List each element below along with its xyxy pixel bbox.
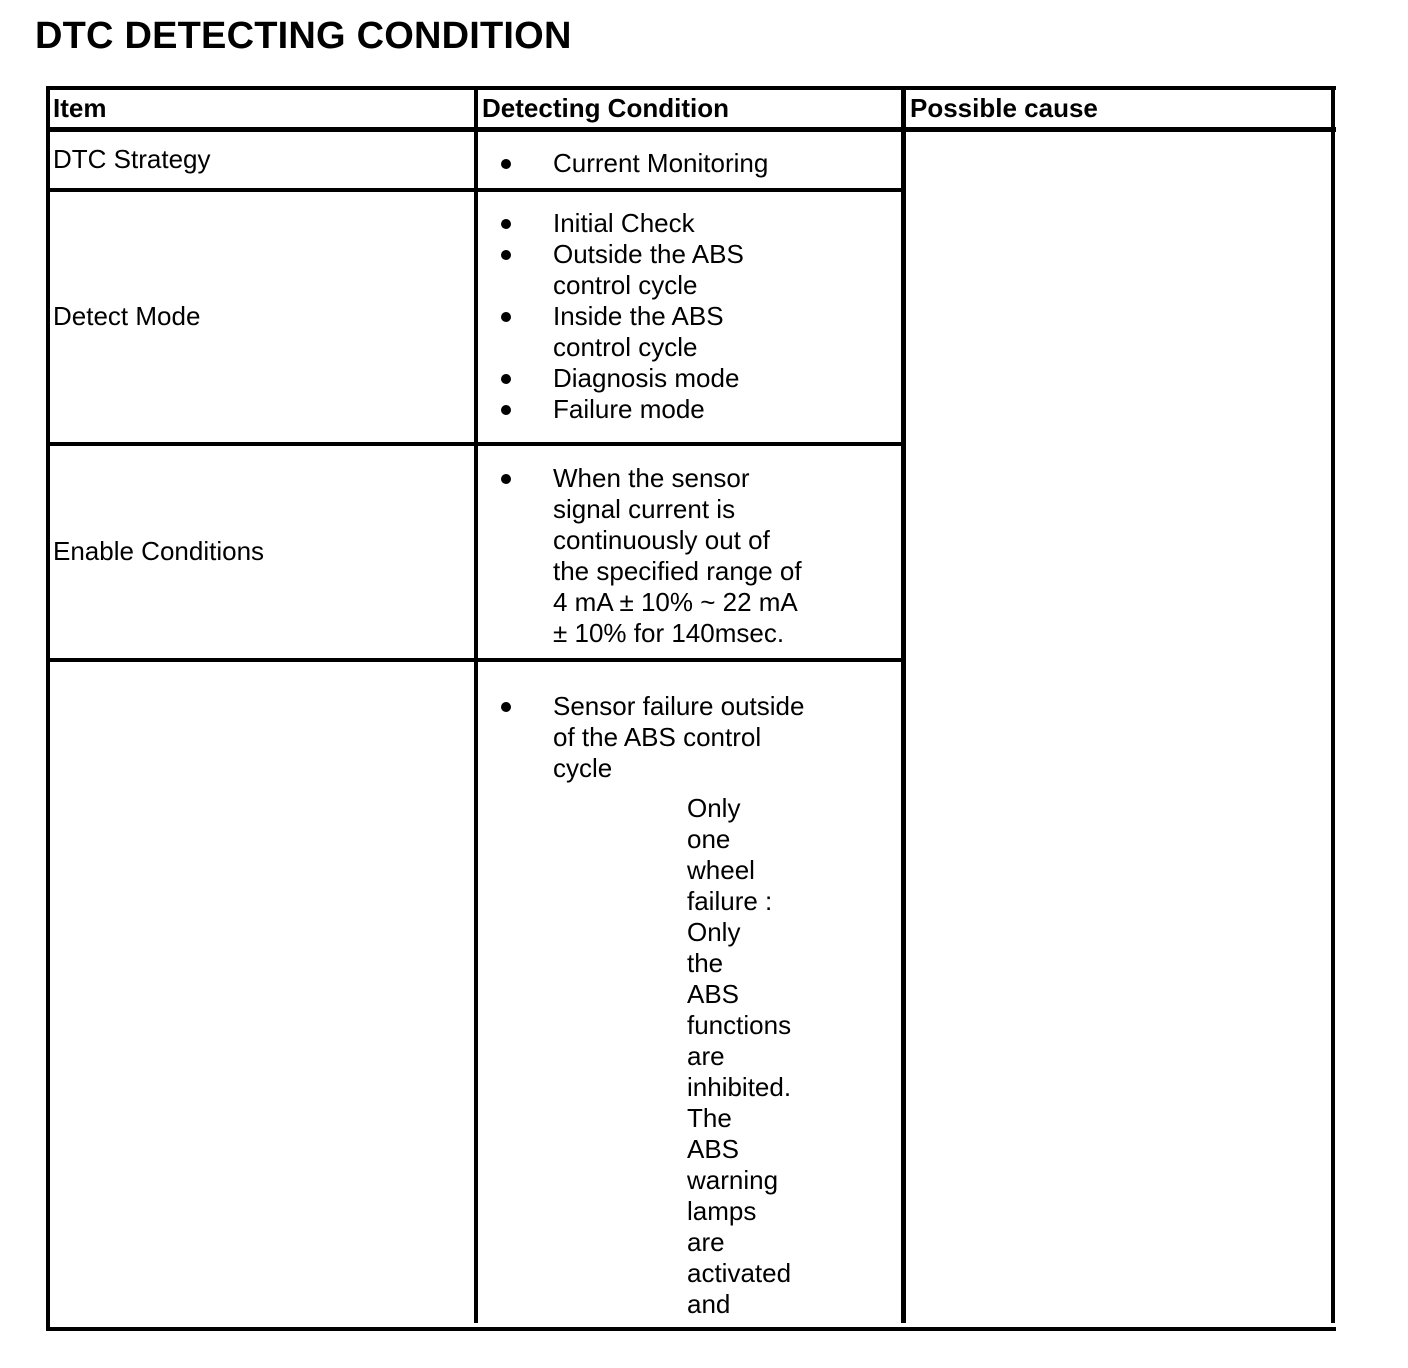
conditions-detect-mode xyxy=(477,208,744,425)
list-item: Diagnosis mode xyxy=(477,363,744,394)
page-title: DTC DETECTING CONDITION xyxy=(35,15,572,57)
table-bottom-border xyxy=(46,1327,1336,1331)
bullet-icon xyxy=(501,159,511,169)
conditions-sensor-failure xyxy=(477,691,804,784)
list-item: Initial Check xyxy=(477,208,744,239)
item-dtc-strategy: DTC Strategy xyxy=(53,144,211,174)
item-enable-conditions: Enable Conditions xyxy=(53,536,265,566)
list-item: Outside the ABS control cycle xyxy=(477,239,744,301)
list-item: Sensor failure outside of the ABS control cycle xyxy=(477,691,804,784)
table-top-border xyxy=(46,86,1336,90)
bullet-icon xyxy=(501,250,511,260)
dtc-condition-table xyxy=(46,86,1336,1331)
bullet-icon xyxy=(501,374,511,384)
item-detect-mode: Detect Mode xyxy=(53,301,201,331)
conditions-dtc-strategy xyxy=(477,148,768,179)
header-bottom-border xyxy=(46,127,1336,132)
bullet-icon xyxy=(501,702,511,712)
header-detecting-condition: Detecting Condition xyxy=(482,93,729,123)
list-item: When the sensor signal current is continuously out of the specified range of 4 mA ± 10% ~ 22 mA ± 10% for 140msec. xyxy=(477,463,802,649)
table-left-border xyxy=(46,86,50,1331)
bullet-icon xyxy=(501,219,511,229)
bullet-icon xyxy=(501,474,511,484)
header-possible-cause: Possible cause xyxy=(910,93,1098,123)
table-right-border xyxy=(1331,86,1335,1323)
list-item: Current Monitoring xyxy=(477,148,768,179)
sensor-failure-detail: Only one wheel failure : Only the ABS functions are inhibited. The ABS warning lamps are activated and xyxy=(687,793,792,1319)
list-item: Inside the ABS control cycle xyxy=(477,301,744,363)
column-divider-2 xyxy=(901,86,906,1323)
bullet-icon xyxy=(501,312,511,322)
bullet-icon xyxy=(501,405,511,415)
header-item: Item xyxy=(53,93,107,123)
conditions-enable xyxy=(477,463,802,649)
list-item: Failure mode xyxy=(477,394,744,425)
